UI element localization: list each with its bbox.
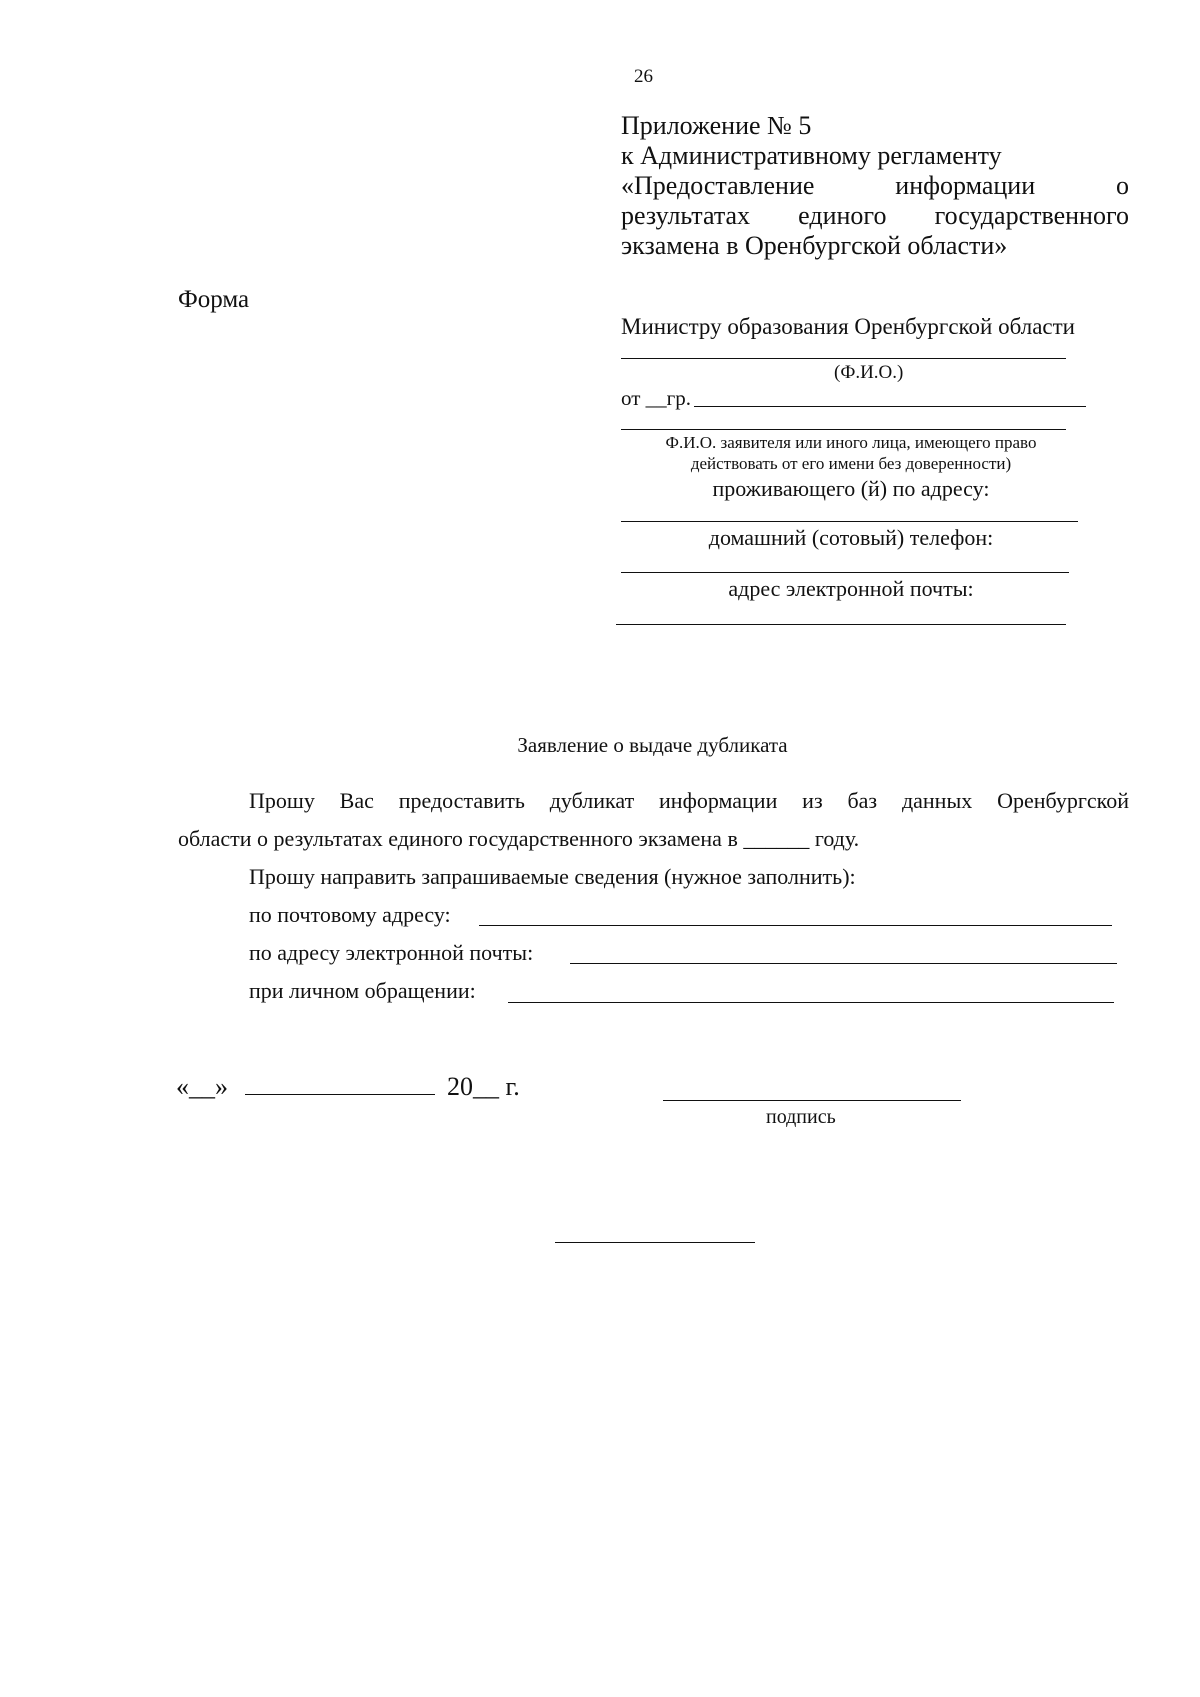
request-text: году.	[809, 826, 860, 851]
appendix-title-part: о	[1116, 171, 1129, 200]
personal-option-label: при личном обращении:	[249, 978, 476, 1003]
email-label: адрес электронной почты:	[728, 576, 974, 601]
phone-label: домашний (сотовый) телефон:	[708, 525, 994, 550]
date-year[interactable]: 20__ г.	[447, 1072, 520, 1101]
email-option-label: по адресу электронной почты:	[249, 940, 534, 965]
date-month-line[interactable]	[245, 1094, 435, 1095]
date-field	[176, 1072, 520, 1102]
appendix-title-line: результатах единого государственного	[621, 201, 1129, 230]
phone-line[interactable]	[621, 572, 1069, 573]
appendix-regulation: к Административному регламенту	[621, 141, 1002, 170]
email-line[interactable]	[616, 624, 1066, 625]
minister-name-line[interactable]	[621, 358, 1066, 359]
appendix-title-line	[621, 172, 1129, 200]
addressee-minister: Министру образования Оренбургской области	[621, 314, 1075, 339]
document-title: Заявление о выдаче дубликата	[517, 733, 788, 757]
signature-caption: подпись	[766, 1106, 836, 1128]
postal-address-line[interactable]	[479, 925, 1112, 926]
page-number: 26	[634, 66, 653, 87]
form-label: Форма	[178, 286, 250, 313]
from-label: от __гр.	[621, 386, 692, 410]
residence-label: проживающего (й) по адресу:	[712, 476, 990, 501]
residence-line[interactable]	[621, 521, 1078, 522]
delivery-instructions: Прошу направить запрашиваемые сведения (нужное заполнить):	[249, 864, 856, 889]
appendix-title-line: экзамена в Оренбургской области»	[621, 231, 1008, 260]
date-day[interactable]: «__»	[176, 1072, 228, 1101]
applicant-caption: действовать от его имени без доверенности)	[690, 454, 1012, 473]
postal-option-label: по почтовому адресу:	[249, 902, 451, 927]
request-paragraph: Прошу Вас предоставить дубликат информации из баз данных Оренбургской	[249, 788, 1129, 813]
appendix-title-part: информации	[895, 171, 1036, 200]
personal-visit-line[interactable]	[508, 1002, 1114, 1003]
applicant-name-line-2[interactable]	[621, 429, 1066, 430]
fio-caption: (Ф.И.О.)	[834, 362, 904, 383]
email-address-line[interactable]	[570, 963, 1117, 964]
applicant-caption: Ф.И.О. заявителя или иного лица, имеющего право	[665, 433, 1037, 452]
end-divider	[555, 1242, 755, 1243]
appendix-title-part: «Предоставление	[621, 171, 815, 200]
year-blank[interactable]: ______	[743, 826, 810, 851]
request-text: области о результатах единого государственного экзамена в	[178, 826, 744, 851]
appendix-number: Приложение № 5	[621, 111, 812, 140]
request-paragraph-cont	[178, 826, 859, 852]
signature-line[interactable]	[663, 1100, 961, 1101]
applicant-name-line[interactable]	[694, 406, 1086, 407]
